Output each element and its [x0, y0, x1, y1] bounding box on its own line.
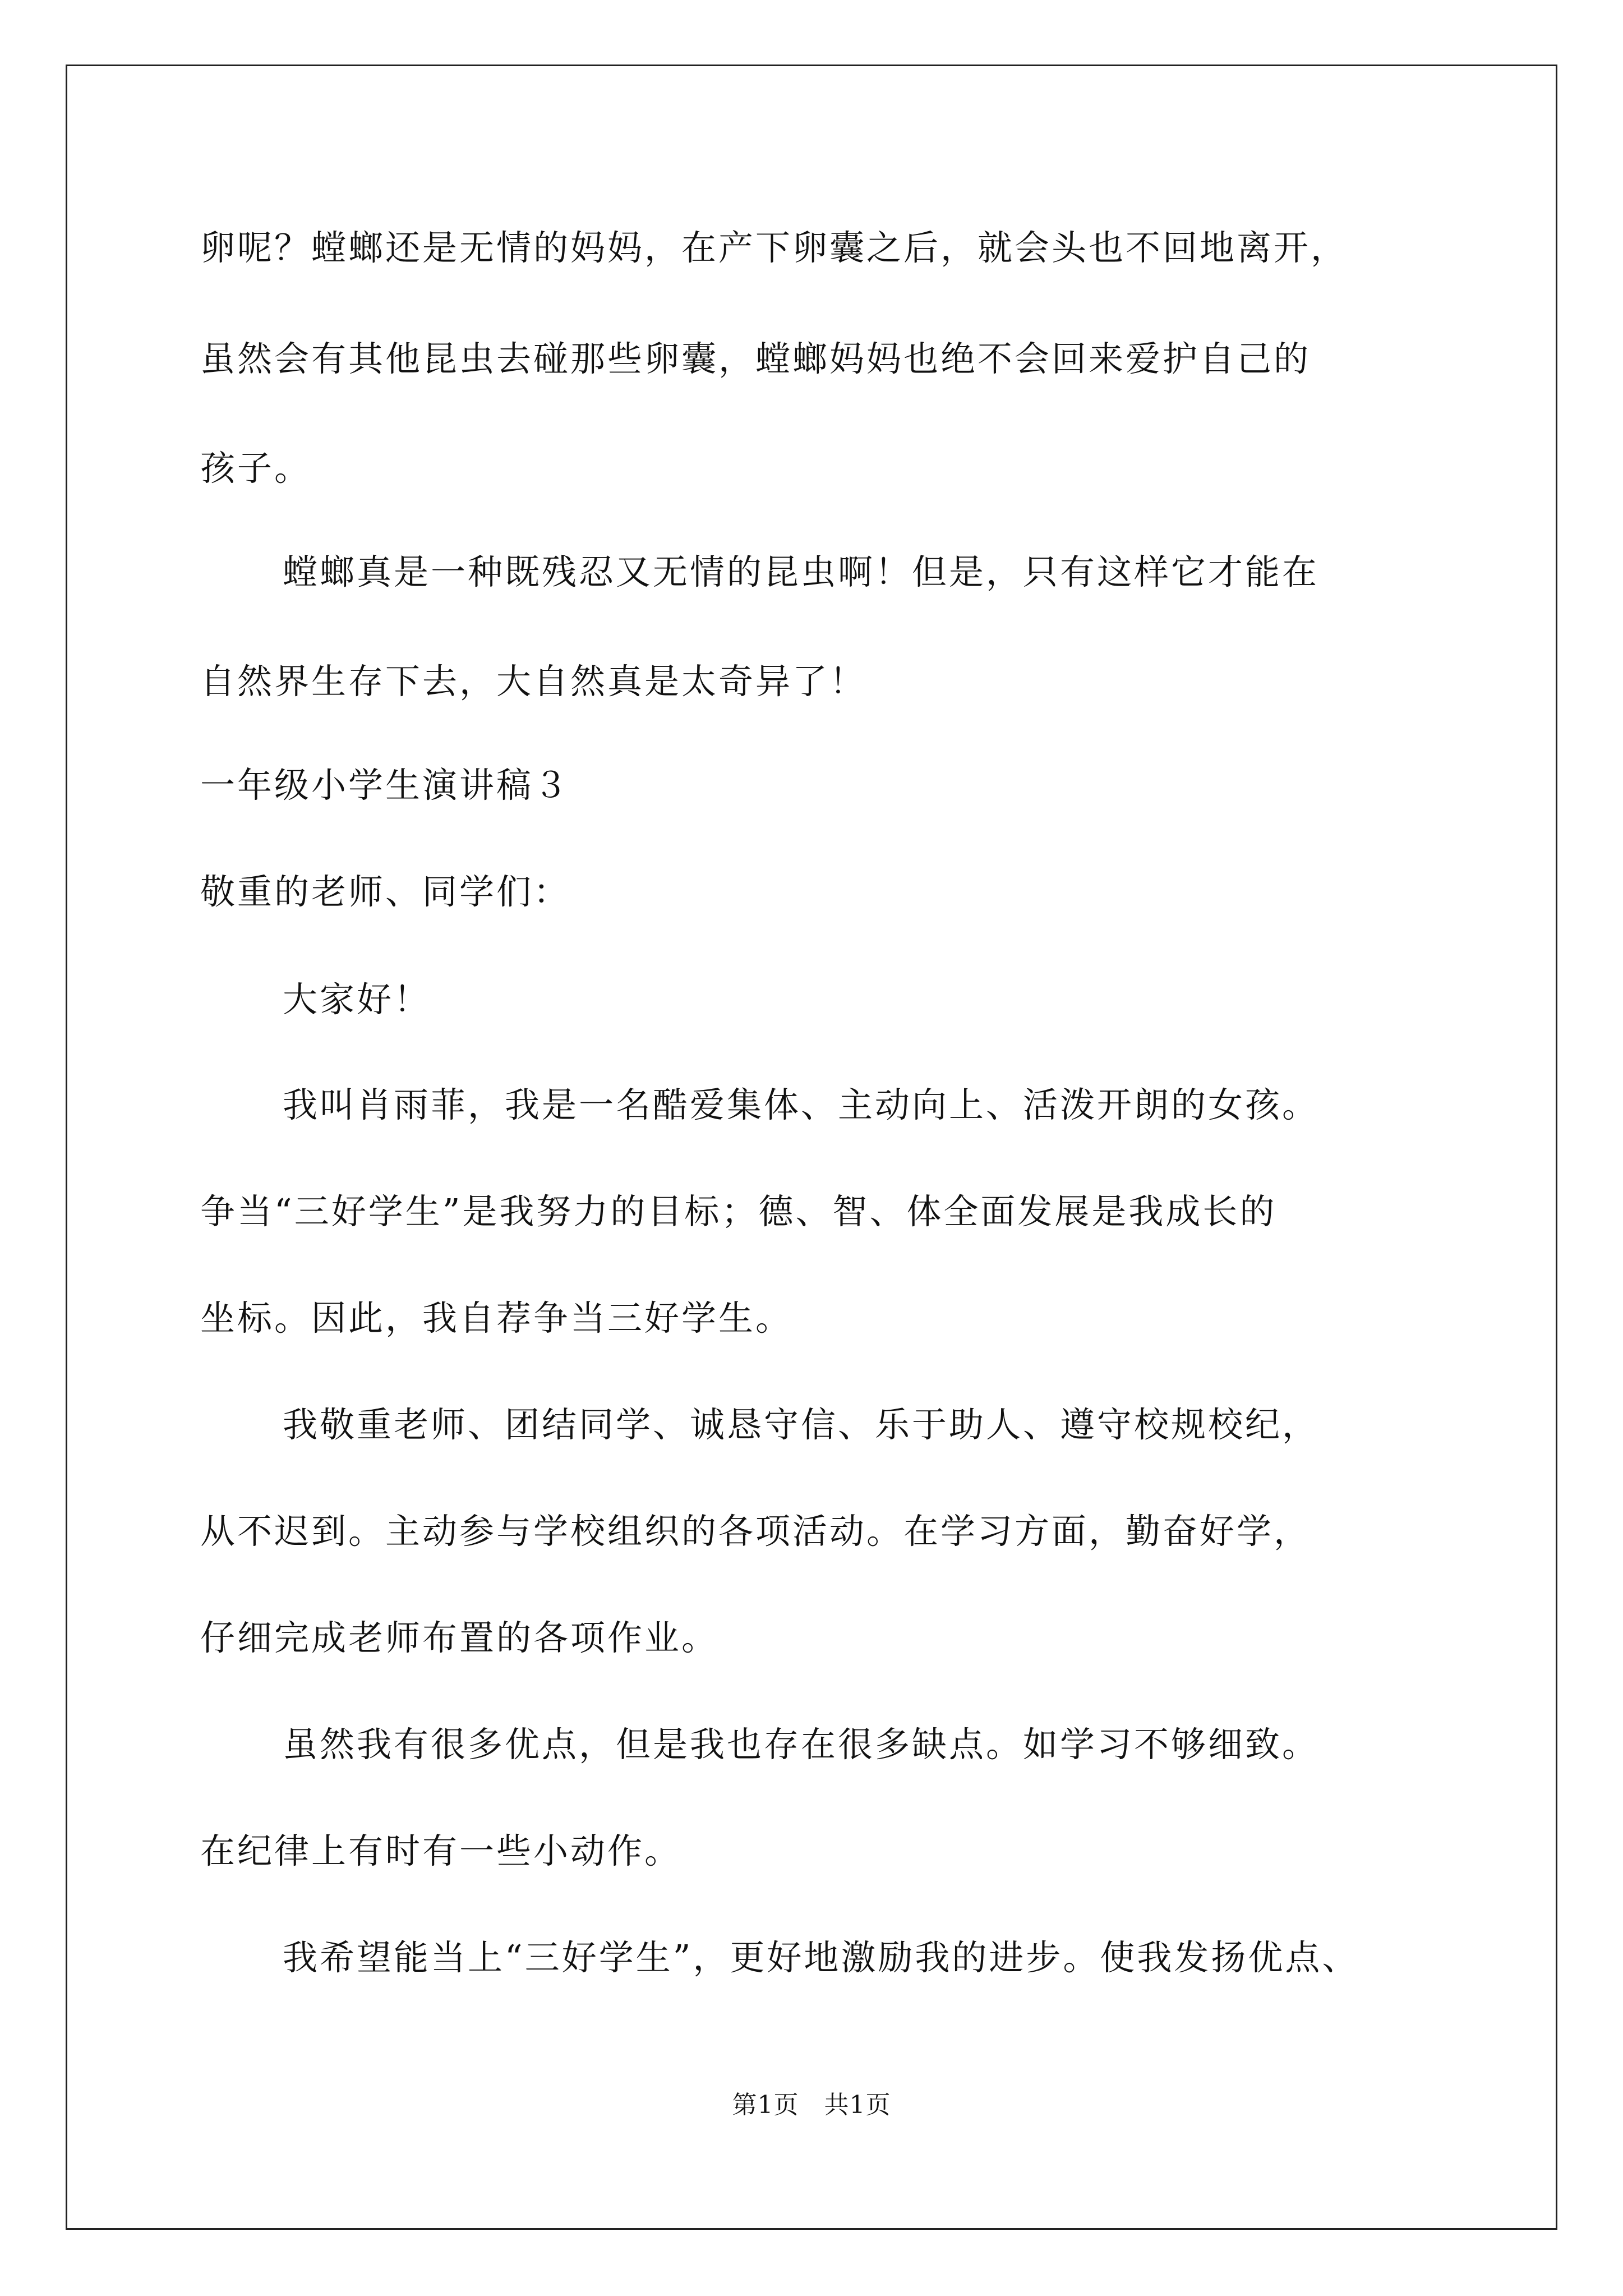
page-footer: 第1页 共1页 [732, 2091, 891, 2119]
body-line-12: 我敬重老师、团结同学、诚恳守信、乐于助人、遵守校规校纪， [283, 1404, 1320, 1445]
body-line-13: 从不迟到。主动参与学校组织的各项活动。在学习方面，勤奋好学， [200, 1511, 1311, 1552]
page-border [66, 65, 1557, 2230]
body-line-17: 我希望能当上“三好学生”，更好地激励我的进步。使我发扬优点、 [283, 1937, 1359, 1978]
body-line-10: 争当“三好学生”是我努力的目标；德、智、体全面发展是我成长的 [200, 1191, 1277, 1232]
body-line-15: 虽然我有很多优点，但是我也存在很多缺点。如学习不够细致。 [283, 1724, 1320, 1765]
body-line-11: 坐标。因此，我自荐争当三好学生。 [200, 1297, 793, 1338]
body-line-9: 我叫肖雨菲，我是一名酷爱集体、主动向上、活泼开朗的女孩。 [283, 1084, 1320, 1125]
salutation: 敬重的老师、同学们： [200, 871, 571, 912]
body-line-5: 自然界生存下去，大自然真是太奇异了！ [200, 661, 867, 702]
body-line-4: 螳螂真是一种既残忍又无情的昆虫啊！但是，只有这样它才能在 [283, 551, 1320, 592]
body-line-14: 仔细完成老师布置的各项作业。 [200, 1617, 719, 1658]
body-line-1: 卵呢？螳螂还是无情的妈妈，在产下卵囊之后，就会头也不回地离开， [200, 227, 1348, 268]
body-line-2: 虽然会有其他昆虫去碰那些卵囊，螳螂妈妈也绝不会回来爱护自己的 [200, 338, 1311, 379]
body-line-3: 孩子。 [200, 448, 312, 489]
body-line-16: 在纪律上有时有一些小动作。 [200, 1830, 682, 1871]
section-heading: 一年级小学生演讲稿３ [200, 765, 571, 806]
greeting: 大家好！ [283, 979, 431, 1020]
